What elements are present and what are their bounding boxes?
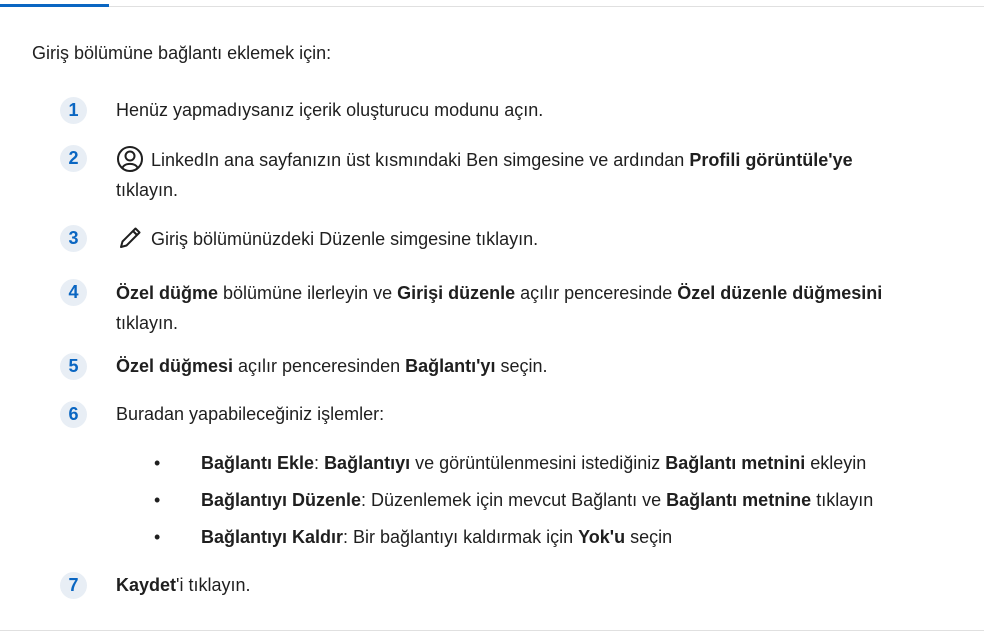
step-text [116, 145, 928, 205]
step-number: 7 [60, 572, 87, 599]
intro-text: Giriş bölümüne bağlantı eklemek için: [32, 43, 332, 63]
step-text [116, 351, 928, 381]
step-text-part: açılır penceresinde [515, 283, 678, 303]
bullet-text [201, 485, 873, 515]
edit-intro-label: Girişi düzenle [397, 283, 516, 303]
bullet-text-part: ekleyin [805, 453, 867, 473]
step-text-part: Giriş bölümünüzdeki Düzenle simgesine tıklayın. [151, 229, 539, 249]
step-number: 1 [60, 97, 87, 124]
step-text-part: bölümüne ilerleyin ve [218, 283, 398, 303]
profile-person-icon [116, 145, 144, 173]
custom-button-popup-label: Özel düğmesi [116, 356, 234, 376]
step-text: Buradan yapabileceğiniz işlemler: [116, 404, 385, 424]
bullet-text [201, 522, 672, 552]
bullet-text-part: : Düzenlemek için mevcut Bağlantı ve [361, 490, 667, 510]
bullet-dot: • [154, 527, 161, 547]
add-link-label: Bağlantı Ekle [201, 453, 315, 473]
edit-link-label: Bağlantıyı Düzenle [201, 490, 362, 510]
link-option-label: Bağlantı'yı [405, 356, 496, 376]
pencil-icon [116, 224, 144, 252]
tab-divider [0, 6, 984, 7]
active-tab-underline [0, 4, 109, 7]
step-text-part: seçin. [495, 356, 548, 376]
link-label: Bağlantıyı [324, 453, 411, 473]
bottom-divider [0, 630, 984, 631]
bullet-dot: • [154, 490, 161, 510]
tab-indicator-bar [0, 0, 984, 7]
bullet-text-part: : [314, 453, 325, 473]
step-number: 2 [60, 145, 87, 172]
bullet-text-part: tıklayın [811, 490, 874, 510]
none-option-label: Yok'u [578, 527, 626, 547]
step-number: 3 [60, 225, 87, 252]
bullet-dot: • [154, 453, 161, 473]
bullet-text-part: seçin [625, 527, 673, 547]
custom-edit-button-label: Özel düzenle düğmesini [677, 283, 883, 303]
step-text-part: 'i tıklayın. [176, 575, 251, 595]
step-number: 5 [60, 353, 87, 380]
step-text-part: tıklayın. [116, 313, 179, 333]
step-text-part: açılır penceresinden [233, 356, 406, 376]
step-text: Henüz yapmadıysanız içerik oluşturucu modunu açın. [116, 100, 544, 120]
step-text [116, 278, 928, 338]
link-text-label: Bağlantı metnini [665, 453, 806, 473]
save-label: Kaydet [116, 575, 177, 595]
step-text [116, 224, 928, 254]
remove-link-label: Bağlantıyı Kaldır [201, 527, 344, 547]
step-number: 4 [60, 279, 87, 306]
step-text-part: LinkedIn ana sayfanızın üst kısmındaki Ben simgesine ve ardından [151, 150, 690, 170]
profile-view-label: Profili görüntüle'ye [689, 150, 853, 170]
bullet-text-part: : Bir bağlantıyı kaldırmak için [343, 527, 579, 547]
bullet-text-part: ve görüntülenmesini istediğiniz [410, 453, 666, 473]
step-text [116, 570, 928, 600]
link-text-label: Bağlantı metnine [666, 490, 812, 510]
bullet-text [201, 448, 866, 478]
step-number: 6 [60, 401, 87, 428]
step-text-part: tıklayın. [116, 180, 179, 200]
custom-button-label: Özel düğme [116, 283, 219, 303]
